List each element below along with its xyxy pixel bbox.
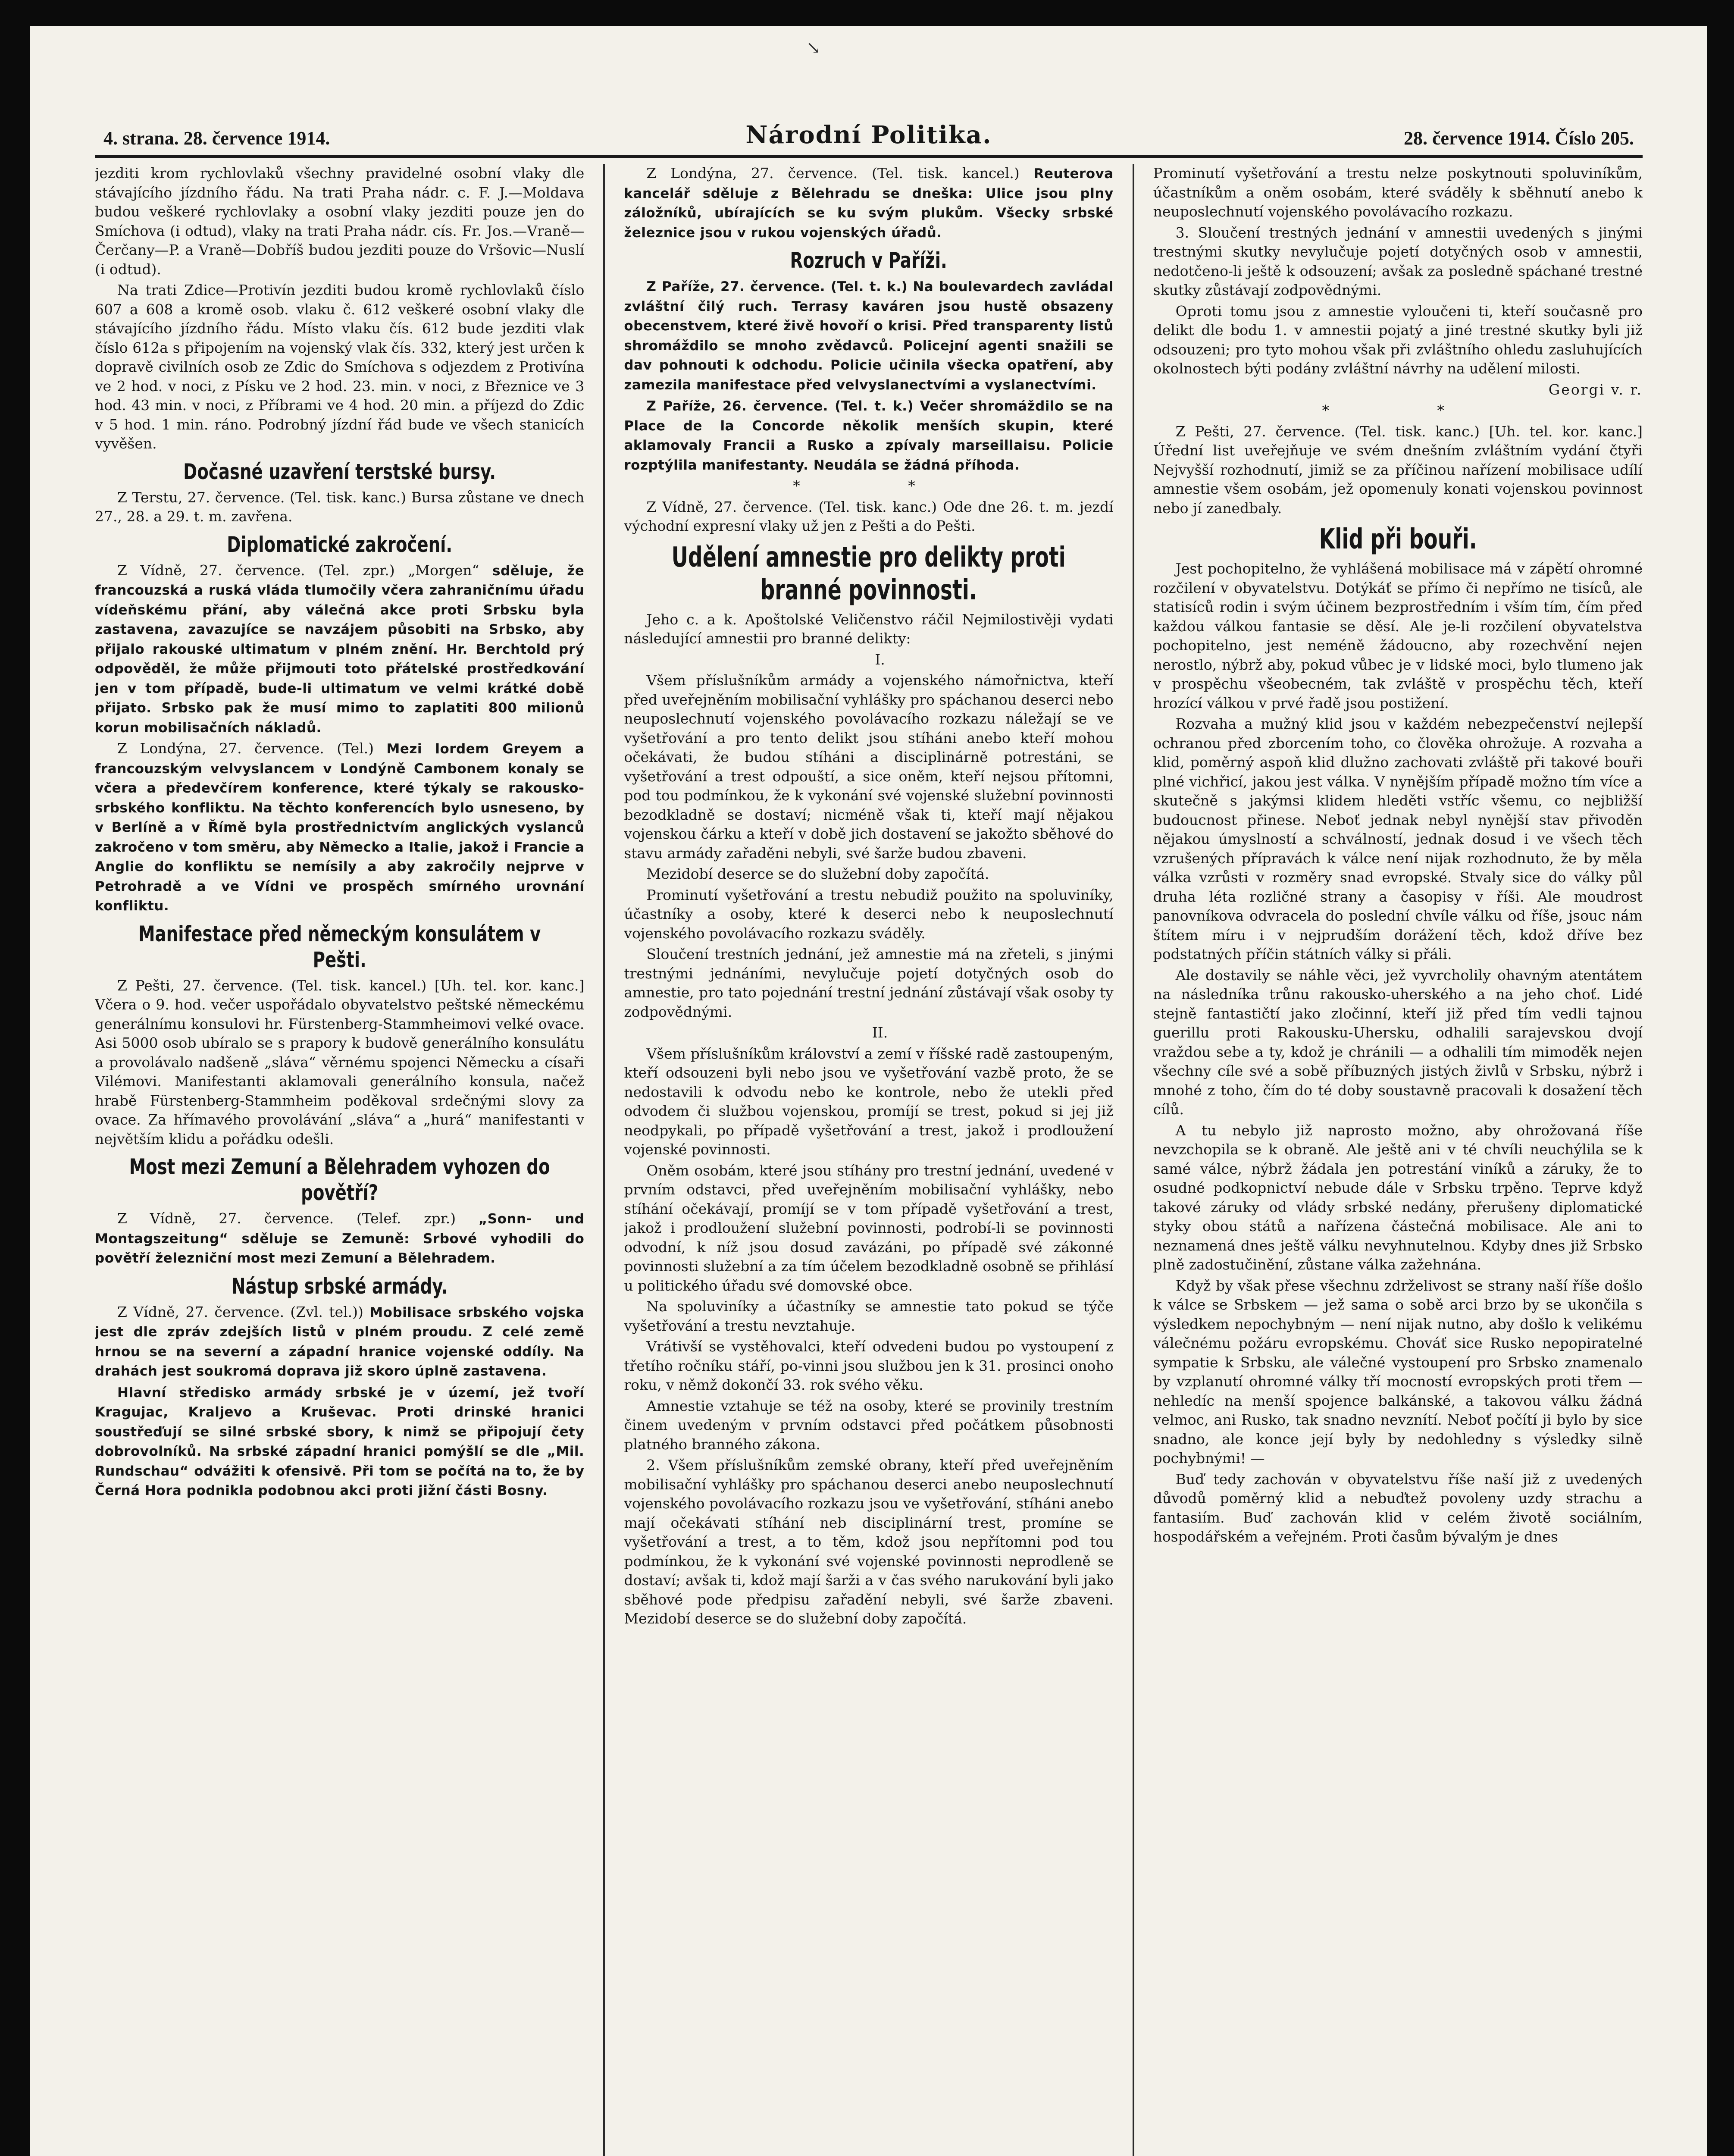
paragraph: Sloučení trestních jednání, jež amnestie má na zřeteli, s jinými trestnými jednáními, nevylučuje pojetí dotyčných osob do amnestie, pro tato pojednání trestní jednání zůstávají však osoby ty zodpovědnými.	[624, 946, 1114, 1020]
paragraph: Amnestie vztahuje se též na osoby, které se provinily trestním činem uvedeným v prvním odstavci před počátkem působnosti platného branného zákona.	[624, 1397, 1114, 1453]
header-page-date: 4. strana. 28. července 1914.	[103, 128, 330, 149]
column-1	[95, 164, 584, 2156]
section-number: I.	[875, 651, 885, 668]
paragraph	[95, 1383, 584, 1501]
paragraph: Rozvaha a mužný klid jsou v každém nebezpečenství nejlepší ochranou před zborcením toho, co člověka ohrožuje. A rozvaha a klid, poměrný aspoň klid dlužno zachovati zvláště při takové bouři plné vichřicí, jakou jest válka. V nynějším případě možno tím více a skutečně s jakýmsi klidem hleděti vstříc všemu, co nejbližší budoucnost přinese. Neboť jednak nebyl nynější stav přivoděn nějakou úmyslností a schválností, jednak dosud i ve všech těch vzrušených přípravách k válce není nijak rozhodnuto, že by měla válka vzrůsti v rozměry snad evropské. Stvaly sice do války půl druha léta rozličné strany a časopisy v říši. Ale moudrost panovníkova odvracela do poslední chvíle válku od říše, jsouc nám štítem míru i v nejprudším dorážení těch, kdož dříve bez podstatných příčin státních války si přáli.	[1153, 715, 1643, 962]
paragraph: Když by však přese všechnu zdrželivost se strany naší říše došlo k válce se Srbskem — jež sama o sobě arci brzo by se ukončila s výsledkem nepochybným — není nijak nutno, aby došlo k velikému válečnému požáru evropskému. Chováť sice Rusko nepopiratelné sympatie k Srbsku, ale válečné vystoupení pro Srbsko znamenalo by vzplanutí ohromné války tří mocností evropských proti třem — nehledíc na menší spojence balkánské, a takovou válku žádná velmoc, ani Rusko, tak snadno nevznítí. Neboť počítí ji bylo by sice snadno, ale konce její byly by nedohledny s výsledky silně pochybnými! —	[1153, 1277, 1643, 1467]
headline: Dočasné uzavření terstské bursy.	[183, 459, 496, 484]
dateline: Z Londýna, 27. července. (Tel.)	[117, 740, 374, 757]
bold-text: Na boulevardech zavládal zvláštní čilý ruch. Terrasy kaváren jsou hustě obsazeny obecenstvem, které živě hovoří o krisi. Před transparenty listů shromáždilo se mnoho zvědavců. Policejní agenti snažili se dav pohnouti k odchodu. Policie učinila všecka opatření, aby zamezila manifestace před velvyslanectvími a vyslanectvími.	[624, 279, 1114, 393]
headline: Nástup srbské armády.	[232, 1273, 448, 1299]
paragraph: jezditi krom rychlovlaků všechny pravidelné osobní vlaky dle stávajícího jízdního řádu. Na trati Praha nádr. c. F. J.—Moldava budou veškeré rychlovlaky a osobní vlaky jezditi pouze jen do Smíchova (i odtud), vlaky na trati Praha nádr. cís. Fr. Jos.—Vraně—Čerčany—P. a Vraně—Dobříš budou jezditi pouze do Vršovic—Nuslí (i odtud).	[95, 165, 585, 278]
paragraph: Jest pochopitelno, že vyhlášená mobilisace má v zápětí ohromné rozčilení v obyvatelstvu. Dotýkáť se přímo či nepřímo ne tisíců, ale statisíců rodin i svým účinem bezprostředním i vším tím, čím před každou válkou fantasie se děsí. Ale je-li rozčilení obyvatelstva pochopitelno, jest neméně žádoucno, aby rozechvění nejen nerostlo, nýbrž aby, pokud vůbec je v lidské moci, bylo tlumeno jak v prospěchu všeobecném, tak zvláště v prospěchu těch, kteří hrozící válkou v prvé řadě jsou postižení.	[1153, 560, 1643, 711]
dateline: Z Vídně, 27. července. (Telef. zpr.)	[117, 1210, 456, 1227]
paragraph: 2. Všem příslušníkům zemské obrany, kteří před uveřejněním mobilisační vyhlášky pro spáchanou deserci anebo neuposlechnutí vojenského povolávacího rozkazu jsou ve vyšetřování, stíháni anebo mají očekávati stíhání neb disciplinární trest, promíne se vyšetřování a trest, a to těm, kdož jsou nepřítomni pod tou podmínkou, že k vykonání své vojenské povinnosti neprodleně se dostaví; avšak ti, kdož mají šarži a v čas svého narukování byli jako sběhové pode předpisu zařadění nebyli, své šarže zbaveni. Mezidobí deserce se do služební doby započítá.	[624, 1457, 1114, 1627]
dateline: Z Londýna, 27. července. (Tel. tisk. kancel.)	[646, 165, 1020, 182]
headline: Most mezi Zemuní a Bělehradem vyhozen do povětří?	[129, 1154, 550, 1205]
paragraph	[95, 561, 584, 738]
section-number: II.	[872, 1024, 888, 1041]
section-stars: * *	[1322, 402, 1496, 419]
dateline: Z Paříže, 27. července. (Tel. t. k.)	[646, 279, 908, 295]
bold-text: „Sonn- und Montagszeitung“ sděluje se Zemuně: Srbové vyhodili do povětří železniční most mezi Zemuní a Bělehradem.	[95, 1211, 585, 1266]
paragraph: Buď tedy zachován v obyvatelstvu říše naší již z uvedených důvodů poměrný klid a nebuďtež povoleny uzdy strachu a fantasiím. Buď zachován klid v celém životě sociálním, hospodářském a veřejném. Proti časům bývalým je dnes	[1153, 1470, 1643, 1545]
paragraph: Na spoluviníky a účastníky se amnestie tato pokud se týče vyšetřování a trestu nevztahuje.	[624, 1298, 1114, 1334]
bold-text: Reuterova kancelář sděluje z Bělehradu se dneška: Ulice jsou plny záložníků, ubírajících se ku svým plukům. Všecky srbské železnice jsou v rukou vojenských úřadů.	[624, 166, 1114, 241]
paragraph: Všem příslušníkům království a zemí v říšské radě zastoupeným, kteří odsouzeni byli nebo jsou ve vyšetřování vazbě proto, že se nedostavili k odvodu nebo ke kontrole, nebo že utekli před odvodem či službou vojenskou, promíjí se trest, pokud si jej již neodpykali, po případě vyšetřování a trest, jakož i prodloužení vojenské povinnosti.	[624, 1045, 1114, 1158]
paragraph: Ale dostavily se náhle věci, jež vyvrcholily ohavným atentátem na následníka trůnu rakousko-uherského a na jeho choť. Lidé stejně fantastičtí jako zločinní, kteří již před tím vedli tajnou guerillu proti Rakousku-Uhersku, odhalili sarajevskou dvojí vraždou sebe a ty, kdož je chránili — a odhalili tím mimoděk nejen všechny cíle své a sobě příbuzných jistých živlů v Srbsku, nýbrž i mnohé z toho, čím do té doby soustavně pracovali k dosažení těch cílů.	[1153, 966, 1643, 1118]
paragraph: Z Pešti, 27. července. (Tel. tisk. kanc.) [Uh. tel. kor. kanc.] Úřední list uveřejňuje ve svém dnešním zvláštním vydání čtyři Nejvyšší rozhodnutí, jimiž se za příčinou nařízení mobilisace udílí amnestie všem osobám, jež opomenuly konati vojenskou povinnost nebo jí zanedbaly.	[1153, 423, 1643, 517]
bold-text: Hlavní středisko armády srbské je v území, jež tvoří Kragujac, Kraljevo a Kruševac. Proti drinské hranici soustřeďují se silné srbské sbory, k nimž se připojují čety dobrovolníků. Na srbské západní hranici pomýšlí se dle „Mil. Rundschau“ odvážiti k ofensivě. Při tom se počítá na to, že by Černá Hora podnikla podobnou akci proti jižní části Bosny.	[95, 1385, 585, 1498]
dateline: Z Vídně, 27. července. (Zvl. tel.))	[117, 1303, 363, 1320]
paragraph: Z Vídně, 27. července. (Tel. tisk. kanc.) Ode dne 26. t. m. jezdí východní expresní vlaky už jen z Pešti a do Pešti.	[624, 498, 1114, 534]
column-rule	[1133, 164, 1134, 2156]
paragraph	[624, 277, 1113, 395]
header-masthead: Národní Politika.	[745, 121, 992, 149]
paragraph: Na trati Zdice—Protivín jezditi budou kromě rychlovlaků číslo 607 a 608 a kromě osob. vlaku č. 612 veškeré osobní vlaky dle stávajícího jízdního řádu. Místo vlaku čís. 612 bude jezditi vlak číslo 612a s připojením na vojenský vlak čís. 332, který jest určen k dopravě civilních osob ze Zdic do Smíchova s odjezdem z Protivína ve 2 hod. v noci, z Písku ve 2 hod. 23. min. v noci, z Březnice ve 3 hod. 43 min. v noci, z Příbrami ve 4 hod. 20 min. a příjezd do Zdic v 5 hod. 1 min. ráno. Podrobný jízdní řád bude ve všech stanicích vyvěšen.	[95, 282, 585, 452]
headline: Diplomatické zakročení.	[227, 532, 453, 557]
column-2	[624, 164, 1113, 2156]
headline: Klid při bouři.	[1319, 523, 1477, 555]
header-issue: 28. července 1914. Číslo 205.	[1404, 128, 1634, 149]
column-rule	[603, 164, 605, 2156]
paragraph: Jeho c. a k. Apoštolské Veličenstvo ráčil Nejmilostivěji vydati následující amnestii pro branné delikty:	[624, 611, 1114, 647]
paragraph: Z Pešti, 27. července. (Tel. tisk. kancel.) [Uh. tel. kor. kanc.] Včera o 9. hod. večer uspořádalo obyvatelstvo peštské německému generálnímu konsulovi hr. Fürstenberg-Stammheimovi velké ovace. Asi 5000 osob ubíralo se s prapory k budově generálního konsulátu a provolávalo nadšeně „sláva“ věrnému spojenci Německu a císaři Vilémovi. Manifestanti aklamovali generálního konsula, načež hrabě Fürstenberg-Stammheim poděkoval srdečnými slovy za ovace. Za hřímavého provolávání „sláva“ a „hurá“ manifestanti v největším klidu a pořádku odešli.	[95, 977, 585, 1147]
paragraph	[95, 1303, 584, 1381]
bold-text: Mobilisace srbského vojska jest dle zpráv zdejších listů v plném proudu. Z celé země hrnou se na severní a západní hranice vojenské oddíly. Na drahách jest soukromá doprava již skoro úplně zastavena.	[95, 1304, 585, 1379]
paragraph: 3. Sloučení trestných jednání v amnestii uvedených s jinými trestnými skutky nevylučuje pojetí dotyčných osob v amnestii, nedotčeno-li ještě k odsouzení; avšak za posledně spáchané trestné skutky zůstávají zodpovědnými.	[1153, 224, 1643, 298]
paragraph: Oproti tomu jsou z amnestie vyloučeni ti, kteří současně pro delikt dle bodu 1. v amnestii pojatý a jiné trestné skutky byli již odsouzeni; pro tyto mohou však při zvláštního ohledu zasluhujících okolnostech býti podány zvláštní návrhy na udělení milosti.	[1153, 302, 1643, 377]
headline: Rozruch v Paříži.	[790, 248, 948, 273]
paragraph	[95, 739, 584, 916]
paragraph: A tu nebylo již naprosto možno, aby ohrožovaná říše nevzchopila se k obraně. Ale ještě ani v té chvíli neuchýlila se k samé válce, nýbrž žádala jen potrestání viníků a záruky, že to osudné podkopnictví nebude dále v Srbsku trpěno. Teprve když takové záruky od vlády srbské nedány, přerušeny diplomatické styky obou států a nařízena částečná mobilisace. Ale ani to neznamená dnes ještě válku nevyhnutelnou. Kdyby dnes již Srbsko plně zadostučinění, zůstane válka zažehnána.	[1153, 1122, 1643, 1273]
paragraph: Prominutí vyšetřování a trestu nelze poskytnouti spoluviníkům, účastníkům a oněm osobám, které sváděly k sběhnutí anebo k neuposlechnutí vojenského povolávacího rozkazu.	[1153, 165, 1643, 220]
paragraph	[624, 164, 1113, 242]
section-stars: * *	[793, 477, 967, 494]
headline: Udělení amnestie pro delikty proti branné povinnosti.	[671, 541, 1066, 606]
running-header	[95, 112, 1643, 158]
paragraph: Mezidobí deserce se do služební doby započítá.	[646, 865, 989, 882]
paragraph	[95, 1209, 584, 1268]
dateline: Z Paříže, 26. července. (Tel. t. k.)	[646, 398, 914, 414]
bold-text: Mezi lordem Greyem a francouzským velvyslancem v Londýně Cambonem konaly se včera a předevčírem konference, které týkaly se rakousko-srbského konfliktu. Na těchto konferencích bylo usneseno, by v Berlíně a v Římě byla prostřednictvím anglických vyslanců zakročeno v tom směru, aby Německo a Italie, jakož i Francie a Anglie do konfliktu se nemísily a aby zakročily nejprve v Petrohradě a ve Vídni ve prospěch smírného urovnání konfliktu.	[95, 741, 585, 914]
bold-text: Večer shromáždilo se na Place de la Concorde několik menších skupin, které aklamovaly Francii a Rusko a zpívaly marseillaisu. Policie rozptýlila manifestanty. Neudála se žádná příhoda.	[624, 398, 1114, 473]
column-3	[1153, 164, 1643, 2156]
paragraph: Prominutí vyšetřování a trestu nebudiž použito na spoluviníky, účastníky a osoby, které k deserci nebo k neuposlechnutí vojenského povolávacího rozkazu sváděly.	[624, 886, 1114, 942]
article-columns	[95, 164, 1643, 2156]
paragraph: Oněm osobám, které jsou stíhány pro trestní jednání, uvedené v prvním odstavci, před uveřejněním mobilisační vyhlášky, nebo stíhání očekávají, promíjí se v tom případě vyšetřování a trest, jakož i prodloužení služební povinnosti, podrobí-li se povinnosti odvodní, k níž jsou dosud zavázáni, po případě své zákonné povinnosti služební a za tím účelem bezodkladně osobně se přihlásí u politického úřadu své domovské obce.	[624, 1162, 1114, 1294]
paragraph: Z Terstu, 27. července. (Tel. tisk. kanc.) Bursa zůstane ve dnech 27., 28. a 29. t. m. zavřena.	[95, 489, 585, 525]
scan-mark: ↘	[806, 38, 821, 58]
dateline: Z Vídně, 27. července. (Tel. zpr.) „Morgen“	[117, 561, 479, 579]
paragraph: Vrátivší se vystěhovalci, kteří odvedeni budou po vystoupení z třetího ročníku stáří, po-vinni jsou službou jen k 31. prosinci onoho roku, v němž dokončí 33. rok svého věku.	[624, 1338, 1114, 1393]
newspaper-page	[30, 26, 1707, 2156]
paragraph: Všem příslušníkům armády a vojenského námořnictva, kteří před uveřejněním mobilisační vyhlášky pro spáchanou deserci nebo neuposlechnutí vojenského povolávacího rozkazu náležají se ve vyšetřování a pro tento delikt jsou stíháni anebo kteří mohou očekávati, že budou stíháni a disciplinárně potrestáni, se vyšetřování a trest odpouští, a sice oněm, kteří nejsou přítomni, pod tou podmínkou, že k vykonání své vojenské služební povinnosti bezodkladně se dostaví; nicméně však ti, kteří mají nějakou vojenskou čárku a kteří v době jich dostavení se jakožto sběhové do stavu armády zařaděni nebyli, své šarže budou zbaveni.	[624, 672, 1114, 862]
signature: Georgi v. r.	[1548, 381, 1643, 398]
bold-text: sděluje, že francouzská a ruská vláda tlumočily včera zahraničnímu úřadu vídeňskému přání, aby válečná akce proti Srbsku byla zastavena, zavazujíce se navzájem působiti na Srbsko, aby přijalo rakouské ultimatum v plném znění. Hr. Berchtold prý odpověděl, že může přijmouti toto přátelské prostředkování jen v tom případě, bude-li ultimatum ve velmi krátké době přijato. Srbsko pak že musí mimo to zaplatiti 800 milionů korun mobilisačních nákladů.	[95, 563, 585, 736]
headline: Manifestace před německým konsulátem v Pešti.	[138, 921, 541, 972]
paragraph	[624, 396, 1113, 475]
